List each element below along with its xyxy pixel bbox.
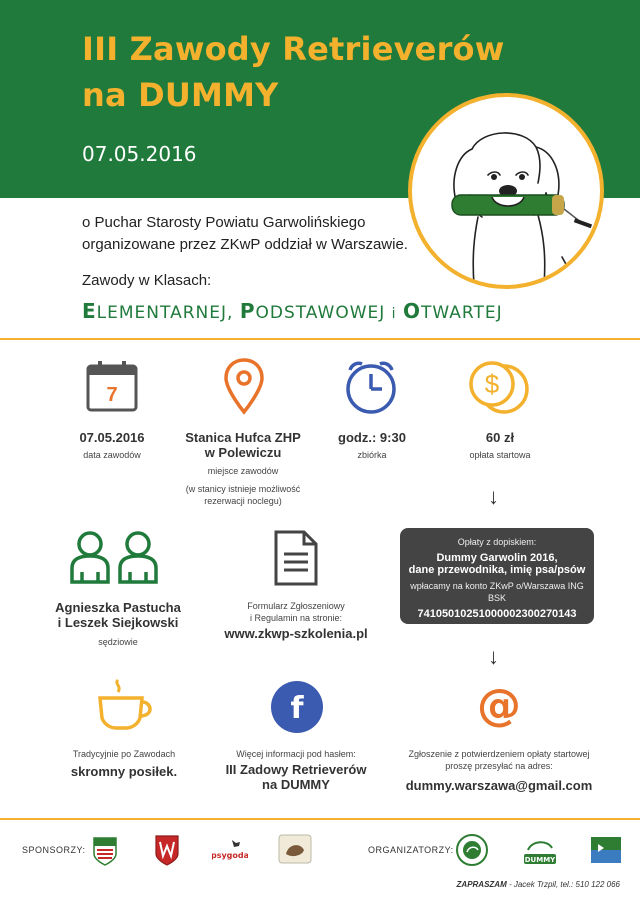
date-label: data zawodów bbox=[83, 450, 141, 460]
meal-block bbox=[56, 748, 192, 779]
form-line-2: i Regulamin na stronie: bbox=[249, 613, 343, 623]
time-block bbox=[320, 430, 424, 461]
calendar-icon bbox=[84, 358, 140, 419]
facebook-line-3: na DUMMY bbox=[262, 777, 330, 792]
place-note-2: rezerwacji noclegu) bbox=[204, 496, 282, 506]
payment-box bbox=[400, 528, 594, 624]
fee-block bbox=[448, 430, 552, 461]
document-icon bbox=[272, 528, 320, 593]
intro-line-1: o Puchar Starosty Powiatu Garwolińskiego bbox=[82, 214, 366, 231]
meal-line-1: Tradycyjnie po Zawodach bbox=[72, 749, 176, 759]
payment-line-1: Dummy Garwolin 2016, bbox=[436, 552, 558, 564]
judges-line-2: i Leszek Siejkowski bbox=[57, 615, 179, 630]
place-block bbox=[170, 430, 316, 507]
arrow-down-icon-2: ↓ bbox=[488, 644, 499, 669]
divider-top bbox=[0, 338, 640, 340]
at-symbol: @ bbox=[477, 680, 521, 730]
intro-line-2: organizowane przez ZKwP oddział w Warszawie. bbox=[82, 236, 408, 253]
payment-account: 74105010251000002300270143 bbox=[417, 608, 577, 620]
header-date: 07.05.2016 bbox=[82, 142, 197, 166]
class2-cap: P bbox=[239, 299, 256, 323]
time-label: zbiórka bbox=[357, 450, 387, 460]
footer-invite: ZAPRASZAM bbox=[456, 880, 507, 889]
place-label: miejsce zawodów bbox=[207, 466, 279, 476]
event-title bbox=[82, 26, 505, 118]
email-address[interactable]: dummy.warszawa@gmail.com bbox=[405, 778, 593, 793]
form-line-1: Formularz Zgłoszeniowy bbox=[247, 601, 345, 611]
class3-rest: TWARTEJ bbox=[420, 303, 503, 323]
class-sep-2: i bbox=[391, 306, 397, 322]
place-line-1: Stanica Hufca ZHP bbox=[185, 430, 301, 445]
payment-title: Opłaty z dopiskiem: bbox=[457, 537, 537, 547]
facebook-letter: f bbox=[290, 691, 304, 726]
sponsor-crest-2-icon bbox=[154, 834, 180, 871]
judges-label: sędziowie bbox=[98, 637, 138, 647]
organizer-dummy-logo bbox=[520, 834, 560, 871]
sponsor-crest-1-icon bbox=[92, 836, 118, 871]
footer-contact bbox=[457, 880, 620, 889]
sponsor-dog-logo-icon bbox=[278, 834, 312, 869]
divider-bottom bbox=[0, 818, 640, 820]
location-pin-icon bbox=[222, 356, 266, 421]
psygoda-text: psygoda bbox=[212, 851, 248, 860]
title-line-2: na DUMMY bbox=[82, 76, 279, 114]
judges-line-1: Agnieszka Pastucha bbox=[55, 600, 181, 615]
place-note-1: (w stanicy istnieje możliwość bbox=[185, 484, 301, 494]
class2-rest: ODSTAWOWEJ bbox=[255, 303, 386, 323]
dog-illustration bbox=[408, 93, 604, 289]
footer-contact-text: - Jacek Trzpil, tel.: 510 122 066 bbox=[506, 880, 620, 889]
time-value: godz.: 9:30 bbox=[338, 430, 406, 445]
fee-label: opłata startowa bbox=[469, 450, 531, 460]
date-value: 07.05.2016 bbox=[79, 430, 145, 445]
payment-line-2: dane przewodnika, imię psa/psów bbox=[408, 564, 586, 576]
psygoda-logo bbox=[212, 838, 248, 860]
form-url[interactable]: www.zkwp-szkolenia.pl bbox=[224, 626, 368, 641]
arrow-down-icon: ↓ bbox=[488, 484, 499, 509]
dollar-sign: $ bbox=[484, 369, 500, 399]
facebook-line-1: Więcej informacji pod hasłem: bbox=[236, 749, 356, 759]
intro-text bbox=[82, 212, 408, 256]
email-block bbox=[396, 748, 602, 793]
at-sign-icon bbox=[474, 680, 524, 735]
judges-block bbox=[40, 600, 196, 648]
class-sep-1: , bbox=[227, 303, 234, 323]
clock-icon bbox=[340, 358, 402, 421]
class-list bbox=[82, 299, 503, 323]
class1-rest: LEMENTARNEJ bbox=[96, 303, 227, 323]
facebook-icon[interactable] bbox=[270, 680, 324, 739]
sponsors-label: SPONSORZY: bbox=[22, 845, 86, 855]
organizer-zkwp-logo-icon bbox=[456, 834, 488, 871]
facebook-line-2: III Zadowy Retrieverów bbox=[225, 762, 367, 777]
date-block bbox=[50, 430, 174, 461]
organizer-flag-logo-icon bbox=[590, 836, 622, 869]
fee-value: 60 zł bbox=[485, 430, 515, 445]
retriever-dog-icon bbox=[412, 97, 600, 285]
coffee-cup-icon bbox=[96, 676, 158, 737]
form-block bbox=[212, 600, 380, 641]
organizers-label: ORGANIZATORZY: bbox=[368, 845, 454, 855]
coins-icon bbox=[466, 358, 532, 421]
judges-icon bbox=[68, 528, 162, 589]
classes-label: Zawody w Klasach: bbox=[82, 272, 212, 289]
dummy-logo-text: DUMMY bbox=[524, 856, 556, 864]
title-line-1: III Zawody Retrieverów bbox=[82, 30, 505, 68]
meal-line-2: skromny posiłek. bbox=[70, 764, 178, 779]
place-line-2: w Polewiczu bbox=[204, 445, 282, 460]
email-line-2: proszę przesyłać na adres: bbox=[445, 761, 553, 771]
facebook-block bbox=[212, 748, 380, 792]
class3-cap: O bbox=[402, 299, 421, 323]
calendar-day: 7 bbox=[106, 384, 118, 406]
payment-line-3: wpłacamy na konto ZKwP o/Warszawa ING BSK bbox=[410, 581, 584, 603]
email-line-1: Zgłoszenie z potwierdzeniem opłaty startowej bbox=[408, 749, 590, 759]
class1-cap: E bbox=[82, 299, 97, 323]
